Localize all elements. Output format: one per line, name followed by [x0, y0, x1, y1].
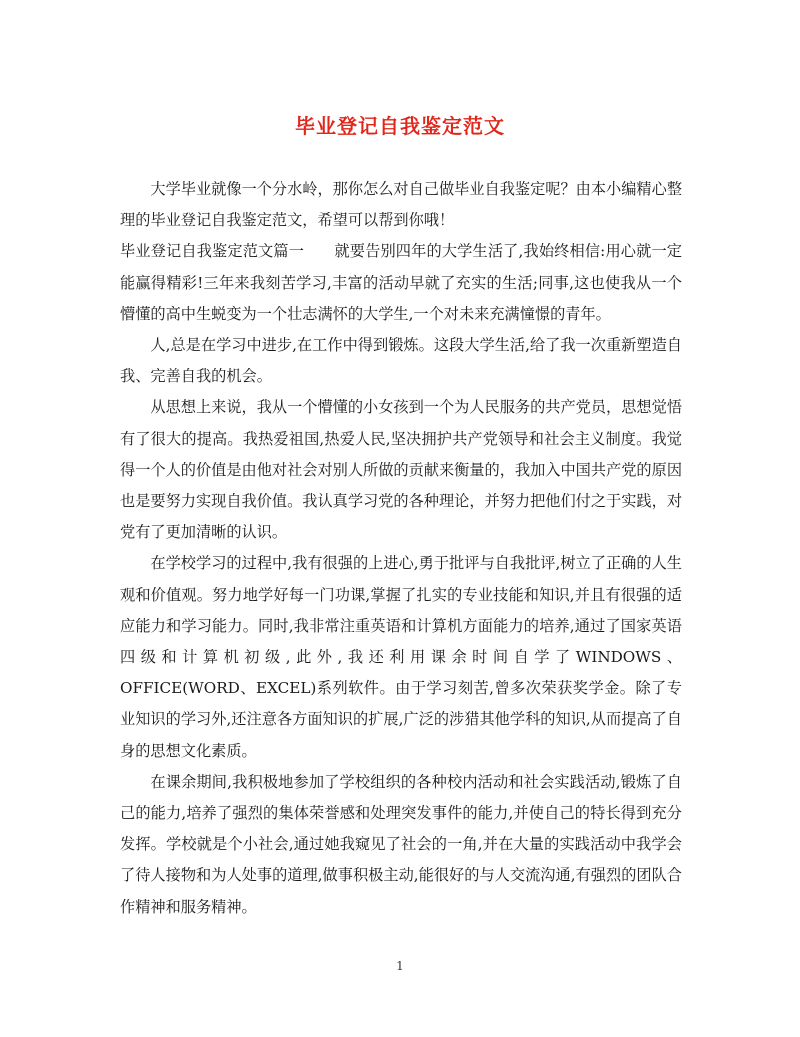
page-number: 1: [396, 959, 404, 973]
body-paragraph-1: 人,总是在学习中进步,在工作中得到锻炼。这段大学生活,给了我一次重新塑造自我、完善自我的机会。: [120, 336, 682, 386]
document-title: 毕业登记自我鉴定范文: [295, 114, 505, 138]
section-heading: 毕业登记自我鉴定范文篇一: [120, 242, 305, 261]
document-body: [120, 174, 682, 923]
body-paragraph-4: 在课余期间,我积极地参加了学校组织的各种校内活动和社会实践活动,锻炼了自己的能力,培养了强烈的集体荣誉感和处理突发事件的能力,并使自己的特长得到充分发挥。学校就是个小社会,通过她我窥见了社会的一角,并在大量的实践活动中我学会了待人接物和为人处事的道理,做事积极主动,能很好的与人交流沟通,有强烈的团队合作精神和服务精神。: [120, 772, 682, 916]
body-paragraph-3: 在学校学习的过程中,我有很强的上进心,勇于批评与自我批评,树立了正确的人生观和价值观。努力地学好每一门功课,掌握了扎实的专业技能和知识,并且有很强的适应能力和学习能力。同时,我非常注重英语和计算机方面能力的培养,通过了国家英语四级和计算机初级,此外,我还利用课余时间自学了WINDOWS、OFFICE(WORD、EXCEL)系列软件。由于学习刻苦,曾多次荣获奖学金。除了专业知识的学习外,还注意各方面知识的扩展,广泛的涉猎其他学科的知识,从而提高了自身的思想文化素质。: [120, 554, 682, 760]
section-first-text: 就要告别四年的大学生活了,我始终相信:用心就一定能赢得精彩!三年来我刻苦学习,丰富的活动早就了充实的生活;同事,这也使我从一个懵懂的高中生蜕变为一个壮志满怀的大学生,一个对未来充满憧憬的青年。: [120, 242, 682, 323]
section-paragraph: [120, 236, 682, 330]
intro-paragraph: 大学毕业就像一个分水岭，那你怎么对自己做毕业自我鉴定呢？由本小编精心整理的毕业登记自我鉴定范文，希望可以帮到你哦！: [120, 180, 682, 230]
body-paragraph-2: 从思想上来说，我从一个懵懂的小女孩到一个为人民服务的共产党员，思想觉悟有了很大的提高。我热爱祖国,热爱人民,坚决拥护共产党领导和社会主义制度。我觉得一个人的价值是由他对社会对别人所做的贡献来衡量的，我加入中国共产党的原因也是要努力实现自我价值。我认真学习党的各种理论，并努力把他们付之于实践，对党有了更加清晰的认识。: [120, 398, 682, 542]
